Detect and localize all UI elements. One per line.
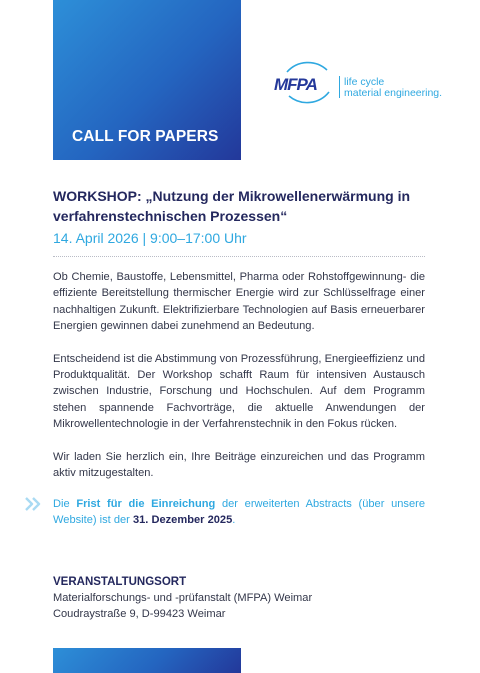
deadline-notice <box>53 496 425 529</box>
deadline-text <box>53 496 425 529</box>
logo-divider <box>339 76 340 98</box>
workshop-date: 14. April 2026 | 9:00–17:00 Uhr <box>53 230 247 246</box>
venue-section <box>53 574 425 623</box>
call-for-papers-banner <box>53 0 241 160</box>
footer-color-bar <box>53 648 241 673</box>
logo-tagline-line1: life cycle <box>344 76 385 88</box>
venue-name: Materialforschungs- und -prüfanstalt (MFPA) Weimar <box>53 592 313 604</box>
workshop-title <box>53 186 425 226</box>
logo-wordmark: MFPA <box>274 75 317 94</box>
dotted-divider <box>53 256 425 257</box>
mfpa-logo <box>273 52 463 108</box>
venue-address: Coudraystraße 9, D-99423 Weimar <box>53 608 226 621</box>
main-content <box>53 186 425 481</box>
deadline-middle: der erweiterten Abstracts (über unsere Website) ist der <box>53 498 425 527</box>
invitation-paragraph: Wir laden Sie herzlich ein, Ihre Beiträge einzureichen und das Programm aktiv mitzugestalten. <box>53 450 425 480</box>
double-chevron-icon <box>23 496 43 512</box>
venue-title: VERANSTALTUNGSORT <box>53 576 187 588</box>
logo-tagline-line2: material engineering. <box>344 87 443 99</box>
workshop-title-line1: WORKSHOP: „Nutzung der Mikrowellenerwärmung in <box>53 188 411 204</box>
banner-label: CALL FOR PAPERS <box>72 128 219 145</box>
deadline-date: 31. Dezember 2025 <box>132 514 233 527</box>
details-paragraph: Entscheidend ist die Abstimmung von Prozessführung, Energieeffizienz und Produktqualität. Der Workshop schafft Raum für intensiven Austausch zwischen Industrie, Forschung und Hochschulen. Auf dem Programm stehen spannende Fachvorträge, die aktuelle Anwendungen der Mikrowellentechnologie in der Verfahrenstechnik in den Fokus rücken. <box>53 352 425 431</box>
deadline-prefix: Die <box>53 498 77 510</box>
mfpa-logo-mark <box>273 52 335 108</box>
deadline-suffix: . <box>232 514 236 527</box>
intro-paragraph: Ob Chemie, Baustoffe, Lebensmittel, Pharma oder Rohstoffgewinnung- die effiziente Bereitstellung thermischer Energie wird zur Schlüsselfrage einer nachhaltigen Zukunft. Elektrifizierbare Technologien auf Basis erneuerbarer Energien gewinnen dabei zunehmend an Bedeutung. <box>53 271 425 333</box>
workshop-title-line2: verfahrenstechnischen Prozessen“ <box>53 208 288 224</box>
deadline-emphasis: Frist für die Einreichung <box>76 498 216 510</box>
